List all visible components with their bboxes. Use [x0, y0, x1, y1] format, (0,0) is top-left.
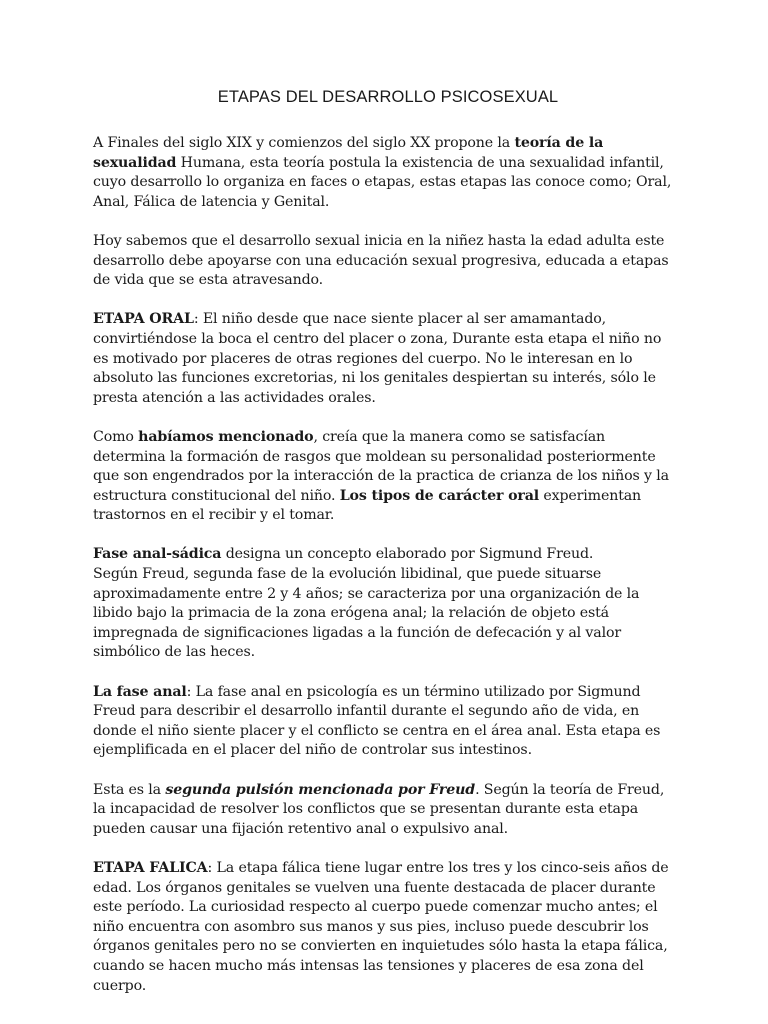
- paragraph-phallic-stage: [93, 859, 675, 996]
- intro-term-sexuality: teoría de la sexualidad: [93, 135, 604, 171]
- document-page: [93, 86, 675, 996]
- oral-character-text-3: experimentan trastornos en el recibir y el tomar.: [93, 487, 642, 524]
- oral-stage-text: : El niño desde que nace siente placer al ser amamantado, convirtiéndose la boca el centro del placer o zona, Durante esta etapa el niño no es motivado por placeres de otras regiones del cuerpo. No le interesan en lo absoluto las funciones excretorias, ni los genitales despiertan su interés, sólo le presta atención a las actividades orales.: [93, 311, 662, 406]
- paragraph-development: Hoy sabemos que el desarrollo sexual inicia en la niñez hasta la edad adulta este desarrollo debe apoyarse con una educación sexual progresiva, educada a etapas de vida que se esta atravesando.: [93, 232, 669, 289]
- anal-sadic-heading: Fase anal-sádica: [93, 546, 222, 563]
- second-drive-term: segunda pulsión mencionada por Freud: [165, 781, 476, 798]
- paragraph-oral-stage: [93, 310, 675, 408]
- paragraph-intro: [93, 134, 675, 212]
- second-drive-text-1: Esta es la: [93, 781, 166, 798]
- document-title: ETAPAS DEL DESARROLLO PSICOSEXUAL: [217, 88, 559, 106]
- oral-character-text-1: Como: [93, 428, 139, 445]
- anal-sadic-text-1: designa un concepto elaborado por Sigmund Freud.: [221, 546, 594, 563]
- intro-text-start: A Finales del siglo XIX y comienzos del siglo XX propone la: [93, 135, 515, 151]
- paragraph-second-drive: [93, 781, 675, 840]
- oral-character-text-2: , creía que la manera como se satisfacían determina la formación de rasgos que moldean su personalidad posteriormente que son engendrados por la interacción de la practica de crianza de los niños y la estructura constitucional del niño.: [93, 428, 669, 504]
- anal-phase-heading: La fase anal: [93, 683, 187, 700]
- oral-character-term-2: Los tipos de carácter oral: [339, 487, 539, 504]
- anal-phase-text: : La fase anal en psicología es un término utilizado por Sigmund Freud para describir el desarrollo infantil durante el segundo año de vida, en donde el niño siente placer y el conflicto se centra en el área anal. Esta etapa es ejemplificada en el placer del niño de controlar sus intestinos.: [93, 683, 661, 759]
- paragraph-anal-phase: [93, 683, 675, 761]
- phallic-stage-text: : La etapa fálica tiene lugar entre los tres y los cinco-seis años de edad. Los órganos genitales se vuelven una fuente destacada de placer durante este período. La curiosidad respecto al cuerpo puede comenzar mucho antes; el niño encuentra con asombro sus manos y sus pies, incluso puede descubrir los órganos genitales pero no se convierten en inquietudes sólo hasta la etapa fálica, cuando se hacen mucho más intensas las tensiones y placeres de esa zona del cuerpo.: [93, 859, 669, 994]
- second-drive-text-2: . Según la teoría de Freud, la incapacidad de resolver los conflictos que se presentan durante esta etapa pueden causar una fijación retentivo anal o expulsivo anal.: [93, 781, 665, 837]
- oral-character-term-1: habíamos mencionado: [138, 428, 314, 445]
- paragraph-oral-character: [93, 428, 675, 526]
- paragraph-anal-sadic: [93, 545, 675, 663]
- phallic-stage-heading: ETAPA FALICA: [93, 859, 208, 876]
- intro-text-end: Humana, esta teoría postula la existencia de una sexualidad infantil, cuyo desarrollo lo organiza en faces o etapas, estas etapas las conoce como; Oral, Anal, Fálica de latencia y Genital.: [93, 154, 672, 210]
- oral-stage-heading: ETAPA ORAL: [93, 311, 194, 328]
- anal-sadic-text-2: Según Freud, segunda fase de la evolución libidinal, que puede situarse aproximadamente entre 2 y 4 años; se caracteriza por una organización de la libido bajo la primacia de la zona erógena anal; la relación de objeto está impregnada de significaciones ligadas a la función de defecación y al valor simbólico de las heces.: [93, 566, 640, 661]
